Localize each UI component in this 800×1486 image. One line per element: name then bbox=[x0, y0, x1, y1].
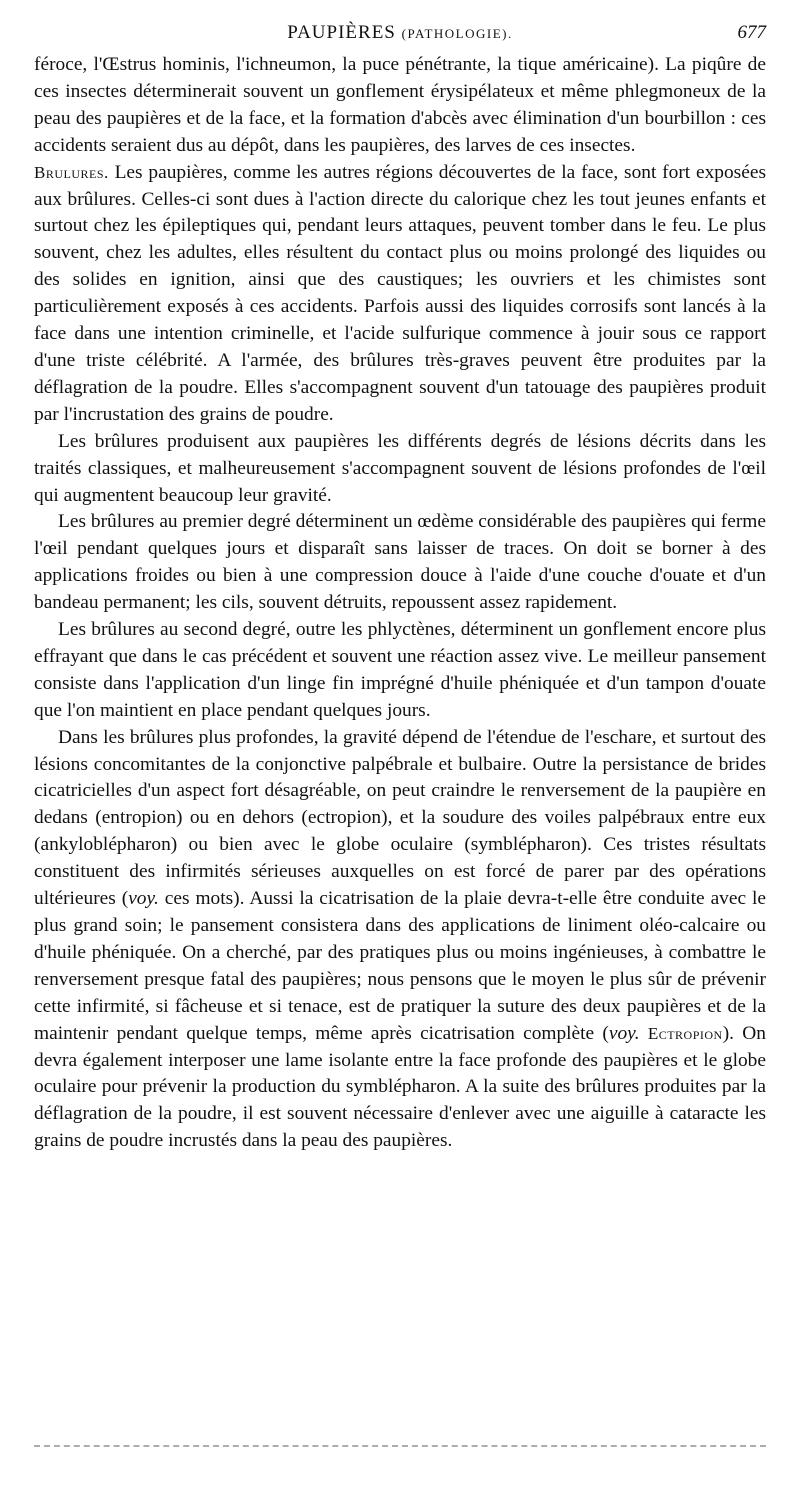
footer-rule bbox=[34, 1445, 766, 1447]
header-title: PAUPIÈRES bbox=[287, 22, 396, 43]
header-subtitle: (PATHOLOGIE). bbox=[401, 26, 513, 41]
section-heading-brulures: Brulures. bbox=[34, 162, 109, 182]
page bbox=[34, 22, 766, 1155]
page-number: 677 bbox=[737, 22, 766, 43]
paragraph-continuation: féroce, l'Œstrus hominis, l'ichneumon, la puce pénétrante, la tique américaine). La piqûre de ces insectes déterminerait souvent un gonflement érysipélateux et même phlegmoneux de la peau des paupières et de la face, et la formation d'abcès avec élimination d'un bourbillon : ces accidents seraient dus au dépôt, dans les paupières, des larves de ces insectes. bbox=[34, 54, 766, 156]
voy-reference: voy. bbox=[128, 888, 159, 910]
paragraph-deep-burns-part-c: ). On devra également interposer une lame isolante entre la face profonde des paupières et le globe oculaire pour prévenir la production du symblépharon. A la suite des brûlures produites par la déflagration de la poudre, il est souvent nécessaire d'enlever avec une aiguille à cataracte les grains de poudre incrustés dans la peau des paupières. bbox=[34, 1022, 766, 1152]
running-title bbox=[34, 22, 766, 44]
paragraph-brulures bbox=[34, 160, 766, 429]
paragraph-deep-burns-part-b: ces mots). Aussi la cicatrisation de la plaie devra-t-elle être conduite avec le plus grand soin; le pansement consistera dans des applications de liniment oléo-calcaire ou d'huile phéniquée. On a cherché, par des pratiques plus ou moins ingénieuses, à combattre le renversement presque fatal des paupières; nous pensons que le moyen le plus sûr de prévenir cette infirmité, si fâcheuse et si tenace, est de pratiquer la suture des deux paupières et de la maintenir pendant quelque temps, même après cicatrisation complète ( bbox=[34, 888, 766, 1044]
paragraph-deep-burns-part-a: Dans les brûlures plus profondes, la gravité dépend de l'étendue de l'eschare, et surtout des lésions concomitantes de la conjonctive palpébrale et bulbaire. Outre la persistance de brides cicatricielles d'un aspect fort désagréable, on peut craindre le renversement de la paupière en dedans (entropion) ou en dehors (ectropion), et la soudure des voiles palpébraux entre eux (ankyloblépharon) ou bien avec le globe oculaire (symblépharon). Ces tristes résultats constituent des infirmités sérieuses auxquelles on est forcé de parer par des opérations ultérieures ( bbox=[34, 726, 766, 910]
paragraph-brulures-text: Les paupières, comme les autres régions découvertes de la face, sont fort exposées aux brûlures. Celles-ci sont dues à l'action directe du calorique chez les tout jeunes enfants et surtout chez les épileptiques qui, pendant leurs attaques, peuvent tomber dans le feu. Le plus souvent, chez les adultes, elles résultent du contact plus ou moins prolongé des liquides ou des solides en ignition, ainsi que des caustiques; les ouvriers et les chimistes sont particulièrement exposés à ces accidents. Parfois aussi des liquides corrosifs sont lancés à la face dans une intention criminelle, et l'acide sulfurique commence à jouir sous ce rapport d'une triste célébrité. A l'armée, des brûlures très-graves peuvent être produites par la déflagration de la poudre. Elles s'accompagnent souvent d'un tatouage des paupières produit par l'incrustation des grains de poudre. bbox=[34, 161, 766, 425]
paragraph-deep-burns bbox=[34, 725, 766, 1156]
paragraph-degrees: Les brûlures produisent aux paupières les différents degrés de lésions décrits dans les traités classiques, et malheureusement s'accompagnent souvent de lésions profondes de l'œil qui augmentent beaucoup leur gravité. bbox=[34, 430, 766, 506]
running-header bbox=[34, 22, 766, 52]
body-text bbox=[34, 52, 766, 1155]
paragraph-second-degree: Les brûlures au second degré, outre les phlyctènes, déterminent un gonflement encore plus effrayant que dans le cas précédent et souvent une réaction assez vive. Le meilleur pansement consiste dans l'application d'un linge fin imprégné d'huile phéniquée et d'un tampon d'ouate que l'on maintient en place pendant quelques jours. bbox=[34, 619, 766, 721]
paragraph-first-degree: Les brûlures au premier degré déterminent un œdème considérable des paupières qui ferme l'œil pendant quelques jours et disparaît sans laisser de traces. On doit se borner à des applications froides ou bien à une compression douce à l'aide d'une couche d'ouate et d'un bandeau permanent; les cils, souvent détruits, repoussent assez rapidement. bbox=[34, 511, 766, 614]
voy-reference: voy. bbox=[608, 1022, 640, 1044]
cross-reference-ectropion: Ectropion bbox=[647, 1023, 723, 1043]
